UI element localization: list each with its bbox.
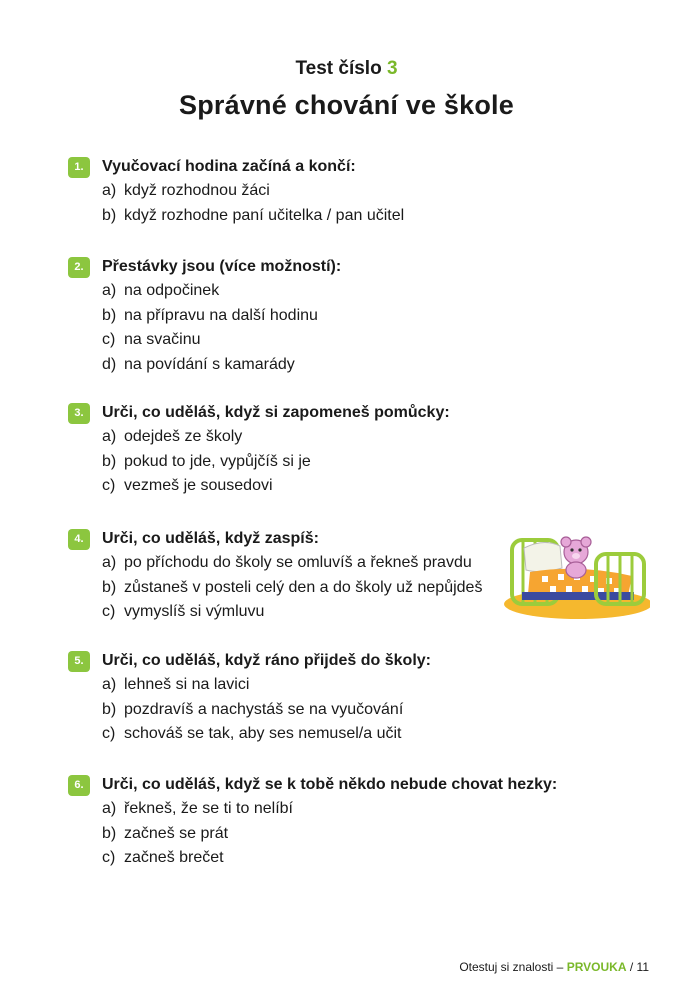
page-header [0, 58, 693, 121]
answer-option [68, 674, 628, 699]
answer-letter: c) [102, 603, 116, 621]
question-heading [68, 774, 628, 798]
answer-option [68, 354, 628, 379]
question-5 [68, 650, 628, 748]
answer-letter: b) [102, 578, 117, 596]
answer-text: odejdeš ze školy [124, 428, 243, 445]
answer-text: vymyslíš si výmluvu [124, 603, 265, 621]
question-heading [68, 256, 628, 280]
answer-text: vezmeš je sousedovi [124, 477, 273, 495]
question-number-badge: 2. [68, 257, 90, 278]
question-heading [68, 650, 628, 674]
subject-name: PRVOUKA [566, 960, 627, 974]
question-number-badge: 4. [68, 529, 90, 550]
page-footer: Otestuj si znalosti – PRVOUKA / 11 [459, 960, 649, 974]
question-2 [68, 256, 628, 378]
answer-letter: c) [102, 331, 116, 349]
answer-option [68, 329, 628, 354]
answer-text: na povídání s kamarády [124, 355, 295, 373]
answer-letter: a) [102, 282, 117, 299]
answer-option [68, 305, 628, 330]
answer-text: lehneš si na lavici [124, 676, 250, 693]
answer-text: schováš se tak, aby ses nemusel/a učit [124, 725, 402, 743]
answer-text: když rozhodnou žáci [124, 182, 270, 199]
answer-text: pozdravíš a nachystáš se na vyučování [124, 700, 404, 718]
answer-letter: a) [102, 800, 117, 817]
answer-letter: d) [102, 355, 117, 373]
answer-letter: c) [102, 725, 116, 743]
answer-letter: a) [102, 554, 117, 571]
question-number-badge: 3. [68, 403, 90, 424]
question-text: Přestávky jsou (více možností): [102, 258, 342, 275]
page-title: Správné chování ve škole [179, 90, 514, 120]
answer-letter: b) [102, 306, 117, 324]
answer-option [68, 426, 628, 451]
answer-option [68, 451, 628, 476]
answer-text: zůstaneš v posteli celý den a do školy už nepůjdeš [124, 578, 483, 596]
question-number-badge: 1. [68, 157, 90, 178]
answer-text: řekneš, že se ti to nelíbí [124, 800, 293, 817]
answer-option [68, 798, 628, 823]
answer-option [68, 823, 628, 848]
answer-letter: a) [102, 676, 117, 693]
test-number: 3 [386, 58, 398, 79]
question-text: Urči, co uděláš, když zaspíš: [102, 530, 319, 547]
question-1 [68, 156, 628, 229]
answer-option [68, 475, 628, 500]
teddy-bear-in-bed-icon [500, 528, 650, 623]
answer-text: na odpočinek [124, 282, 220, 299]
answer-letter: b) [102, 700, 117, 718]
answer-text: začneš brečet [124, 849, 224, 867]
answer-letter: a) [102, 428, 117, 445]
answer-text: pokud to jde, vypůjčíš si je [124, 452, 311, 470]
question-number-badge: 6. [68, 775, 90, 796]
answer-text: když rozhodne paní učitelka / pan učitel [124, 206, 405, 224]
question-text: Vyučovací hodina začíná a končí: [102, 158, 356, 175]
answer-text: na přípravu na další hodinu [124, 306, 318, 324]
answer-text: začneš se prát [124, 824, 229, 842]
question-text: Urči, co uděláš, když ráno přijdeš do školy: [102, 652, 431, 669]
question-6 [68, 774, 628, 872]
question-number-badge: 5. [68, 651, 90, 672]
answer-text: na svačinu [124, 331, 201, 349]
answer-letter: b) [102, 452, 117, 470]
answer-option [68, 180, 628, 205]
question-heading [68, 156, 628, 180]
answer-option [68, 699, 628, 724]
answer-letter: b) [102, 206, 117, 224]
answer-text: po příchodu do školy se omluvíš a řekneš pravdu [124, 554, 472, 571]
test-label: Test číslo 3 [295, 58, 398, 79]
answer-option [68, 723, 628, 748]
question-text: Urči, co uděláš, když se k tobě někdo nebude chovat hezky: [102, 776, 558, 793]
answer-option [68, 205, 628, 230]
answer-letter: a) [102, 182, 117, 199]
page-number: 11 [636, 960, 649, 974]
answer-letter: c) [102, 849, 116, 867]
answer-option [68, 847, 628, 872]
question-3 [68, 402, 628, 500]
answer-option [68, 280, 628, 305]
answer-letter: c) [102, 477, 116, 495]
question-heading [68, 402, 628, 426]
question-text: Urči, co uděláš, když si zapomeneš pomůcky: [102, 404, 450, 421]
answer-letter: b) [102, 824, 117, 842]
